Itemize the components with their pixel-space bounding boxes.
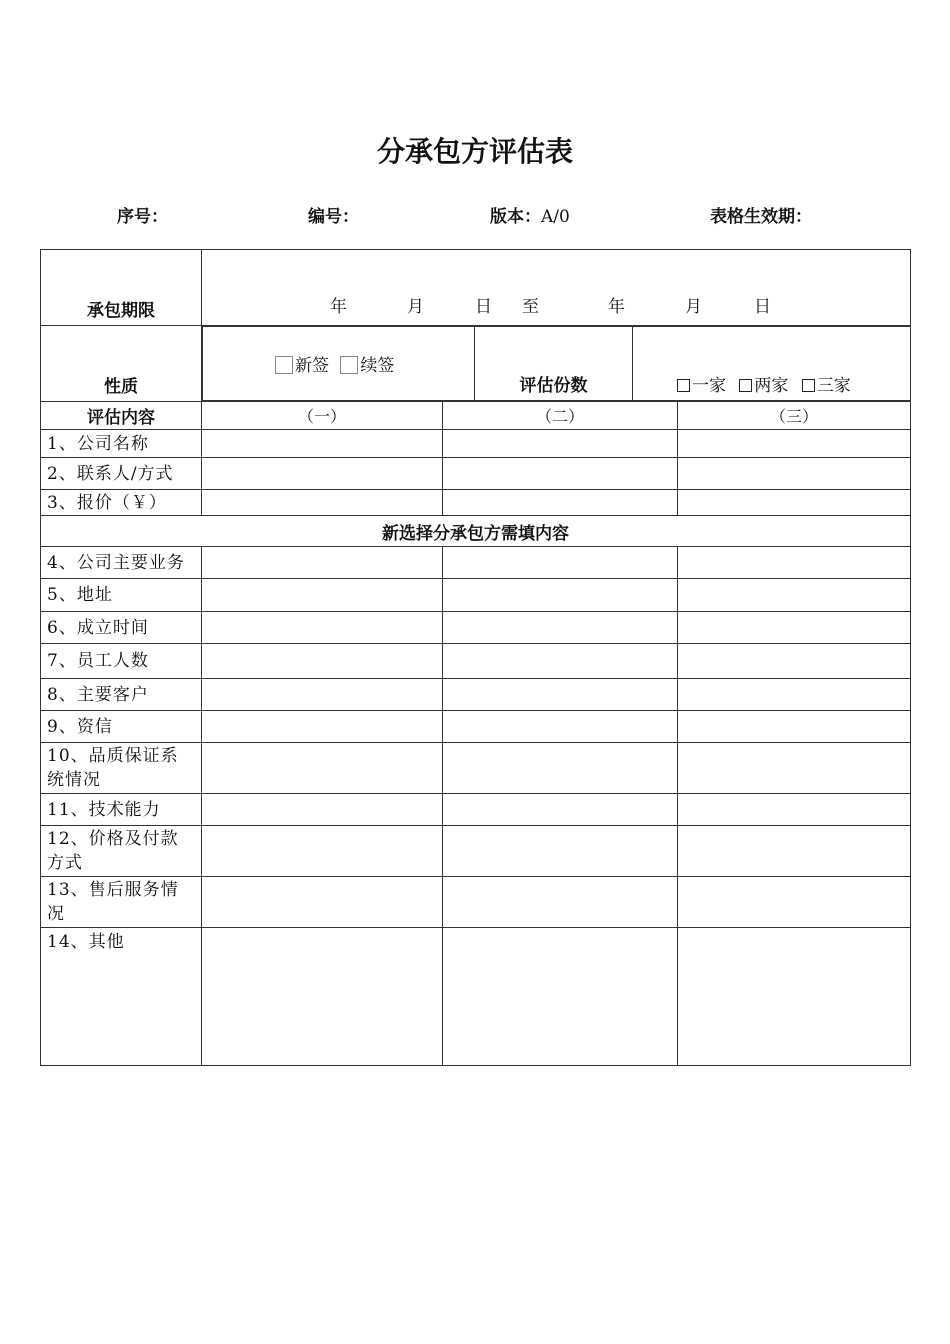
table-row	[41, 458, 911, 490]
number-label: 编号：	[308, 207, 359, 227]
cell-3[interactable]	[678, 644, 911, 679]
row-label-company-name: 1、公司名称	[41, 430, 202, 458]
row-label-address: 5、地址	[41, 579, 202, 612]
cell-1[interactable]	[202, 612, 443, 644]
cell-3[interactable]	[678, 579, 911, 612]
table-row	[41, 877, 911, 928]
cell-3[interactable]	[678, 711, 911, 743]
table-row	[41, 644, 911, 679]
table-row	[41, 579, 911, 612]
table-row	[41, 928, 911, 1066]
cell-2[interactable]	[443, 612, 678, 644]
period-to-label: 至	[522, 297, 539, 317]
cell-3[interactable]	[678, 679, 911, 711]
table-row	[41, 612, 911, 644]
start-year-label: 年	[330, 297, 347, 317]
cell-2[interactable]	[443, 430, 678, 458]
cell-2[interactable]	[443, 644, 678, 679]
checkbox-icon	[739, 379, 752, 392]
cell-1[interactable]	[202, 877, 443, 928]
form-title: 分承包方评估表	[376, 135, 573, 168]
cell-3[interactable]	[678, 430, 911, 458]
evaluation-table	[40, 249, 911, 1066]
nature-inner	[202, 326, 910, 401]
cell-3[interactable]	[678, 612, 911, 644]
contract-period-value[interactable]	[202, 250, 911, 326]
cell-2[interactable]	[443, 547, 678, 579]
cell-3[interactable]	[678, 743, 911, 794]
cell-1[interactable]	[202, 579, 443, 612]
row-label-quote: 3、报价（￥）	[41, 490, 202, 516]
row-label-quality-system: 10、品质保证系统情况	[41, 743, 202, 794]
cell-1[interactable]	[202, 490, 443, 516]
copies-label: 评估份数	[475, 327, 633, 401]
start-day-label: 日	[475, 297, 492, 317]
version-label: 版本：	[490, 207, 541, 227]
col3-header: （三）	[678, 402, 911, 430]
effective-date-label: 表格生效期：	[710, 207, 812, 227]
copies-options	[633, 327, 911, 401]
cell-3[interactable]	[678, 490, 911, 516]
cell-2[interactable]	[443, 458, 678, 490]
number-field	[308, 202, 359, 227]
effective-date-field	[710, 202, 812, 227]
cell-1[interactable]	[202, 458, 443, 490]
row-label-contact: 2、联系人/方式	[41, 458, 202, 490]
row-label-technical: 11、技术能力	[41, 794, 202, 826]
cell-1[interactable]	[202, 430, 443, 458]
table-row	[41, 430, 911, 458]
table-row	[41, 794, 911, 826]
cell-2[interactable]	[443, 928, 678, 1066]
cell-2[interactable]	[443, 877, 678, 928]
cell-2[interactable]	[443, 711, 678, 743]
checkbox-icon	[340, 356, 358, 374]
checkbox-icon	[677, 379, 690, 392]
cell-2[interactable]	[443, 794, 678, 826]
cell-1[interactable]	[202, 711, 443, 743]
cell-3[interactable]	[678, 547, 911, 579]
row-label-founded: 6、成立时间	[41, 612, 202, 644]
end-year-label: 年	[608, 297, 625, 317]
table-row	[41, 490, 911, 516]
cell-3[interactable]	[678, 458, 911, 490]
col2-header: （二）	[443, 402, 678, 430]
table-row	[41, 547, 911, 579]
row-label-employees: 7、员工人数	[41, 644, 202, 679]
checkbox-icon	[802, 379, 815, 392]
cell-1[interactable]	[202, 679, 443, 711]
row-label-other: 14、其他	[41, 928, 202, 1066]
cell-1[interactable]	[202, 928, 443, 1066]
header-row	[41, 402, 911, 430]
end-day-label: 日	[754, 297, 771, 317]
cell-1[interactable]	[202, 826, 443, 877]
row-label-after-sales: 13、售后服务情况	[41, 877, 202, 928]
col1-header: （一）	[202, 402, 443, 430]
cell-3[interactable]	[678, 877, 911, 928]
renew-contract-checkbox[interactable]: 续签	[340, 356, 394, 376]
content-header: 评估内容	[41, 402, 202, 430]
cell-3[interactable]	[678, 928, 911, 1066]
nature-options	[203, 327, 475, 401]
contract-period-label: 承包期限	[41, 250, 202, 326]
cell-3[interactable]	[678, 826, 911, 877]
nature-row	[41, 326, 911, 402]
version-field	[490, 202, 570, 227]
row-label-price-payment: 12、价格及付款方式	[41, 826, 202, 877]
cell-1[interactable]	[202, 547, 443, 579]
serial-field	[117, 202, 168, 227]
row-label-customers: 8、主要客户	[41, 679, 202, 711]
row-label-main-business: 4、公司主要业务	[41, 547, 202, 579]
table-row	[41, 743, 911, 794]
nature-label: 性质	[41, 326, 202, 402]
cell-2[interactable]	[443, 679, 678, 711]
row-label-credit: 9、资信	[41, 711, 202, 743]
cell-2[interactable]	[443, 579, 678, 612]
start-month-label: 月	[407, 297, 424, 317]
cell-2[interactable]	[443, 743, 678, 794]
section-row	[41, 516, 911, 547]
section-title: 新选择分承包方需填内容	[41, 516, 911, 547]
copies-two-checkbox[interactable]: 两家	[739, 376, 788, 396]
cell-2[interactable]	[443, 490, 678, 516]
cell-1[interactable]	[202, 794, 443, 826]
checkbox-icon	[275, 356, 293, 374]
serial-label: 序号：	[117, 207, 168, 227]
cell-3[interactable]	[678, 794, 911, 826]
cell-1[interactable]	[202, 644, 443, 679]
table-row	[41, 711, 911, 743]
copies-three-checkbox[interactable]: 三家	[802, 376, 851, 396]
table-row	[41, 826, 911, 877]
table-row	[41, 679, 911, 711]
contract-period-row	[41, 250, 911, 326]
end-month-label: 月	[685, 297, 702, 317]
version-value: A/0	[541, 207, 570, 227]
new-contract-checkbox[interactable]: 新签	[275, 356, 329, 376]
copies-one-checkbox[interactable]: 一家	[677, 376, 726, 396]
cell-1[interactable]	[202, 743, 443, 794]
cell-2[interactable]	[443, 826, 678, 877]
